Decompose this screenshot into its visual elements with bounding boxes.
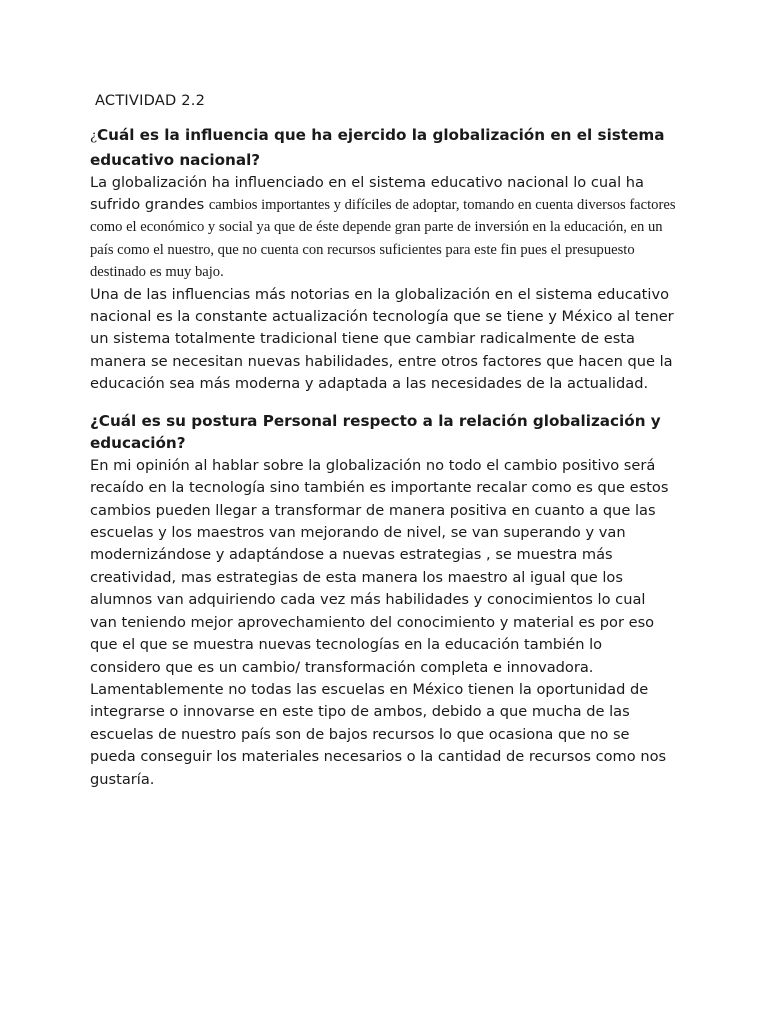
section1-question [90, 124, 676, 171]
section2-paragraph-1: En mi opinión al hablar sobre la globalización no todo el cambio positivo será recaído en la tecnología sino también es importante recalar como es que estos cambios pueden llegar a transformar de manera positiva en cuanto a que las escuelas y los maestros van mejorando de nivel, se van superando y van modernizándose y adaptándose a nuevas estrategias , se muestra más creatividad, mas estrategias de esta manera los maestro al igual que los alumnos van adquiriendo cada vez más habilidades y conocimientos lo cual van teniendo mejor aprovechamiento del conocimiento y material es por eso que el que se muestra nuevas tecnologías en la educación también lo considero que es un cambio/ transformación completa e innovadora. Lamentablemente no todas las escuelas en México tienen la oportunidad de integrarse o innovarse en este tipo de ambos, debido a que mucha de las escuelas de nuestro país son de bajos recursos lo que ocasiona que no se pueda conseguir los materiales necesarios o la cantidad de recursos como nos gustaría. [90, 456, 669, 788]
section-spacer [90, 396, 676, 410]
question-mark: ¿ [90, 129, 97, 145]
section2-question: ¿Cuál es su postura Personal respecto a la relación globalización y educación? [90, 411, 661, 453]
document-title: ACTIVIDAD 2.2 [95, 92, 206, 109]
section1-paragraph-1 [90, 172, 676, 284]
section1-paragraph-2: Una de las influencias más notorias en la globalización en el sistema educativo nacional es la constante actualización tecnología que se tiene y México al tener un sistema totalmente tradicional tiene que cambiar radicalmente de esta manera se necesitan nuevas habilidades, entre otros factores que hacen que la educación sea más moderna y adaptada a las necesidades de la actualidad. [90, 285, 674, 393]
document-body [90, 90, 676, 791]
section1-paragraph-1-serif: cambios importantes y difíciles de adoptar, tomando en cuenta diversos factores como el económico y social ya que de éste depende gran parte de inversión en la educación, en un país como el nuestro, que no cuenta con recursos suficientes para este fin pues el presupuesto destinado es muy bajo. [90, 197, 676, 281]
section1-paragraph-1-sans: La globalización ha influenciado en el sistema educativo nacional lo cual ha sufrido grandes [90, 173, 644, 213]
section1-question-text: Cuál es la influencia que ha ejercido la globalización en el sistema educativo nacional? [90, 126, 665, 169]
